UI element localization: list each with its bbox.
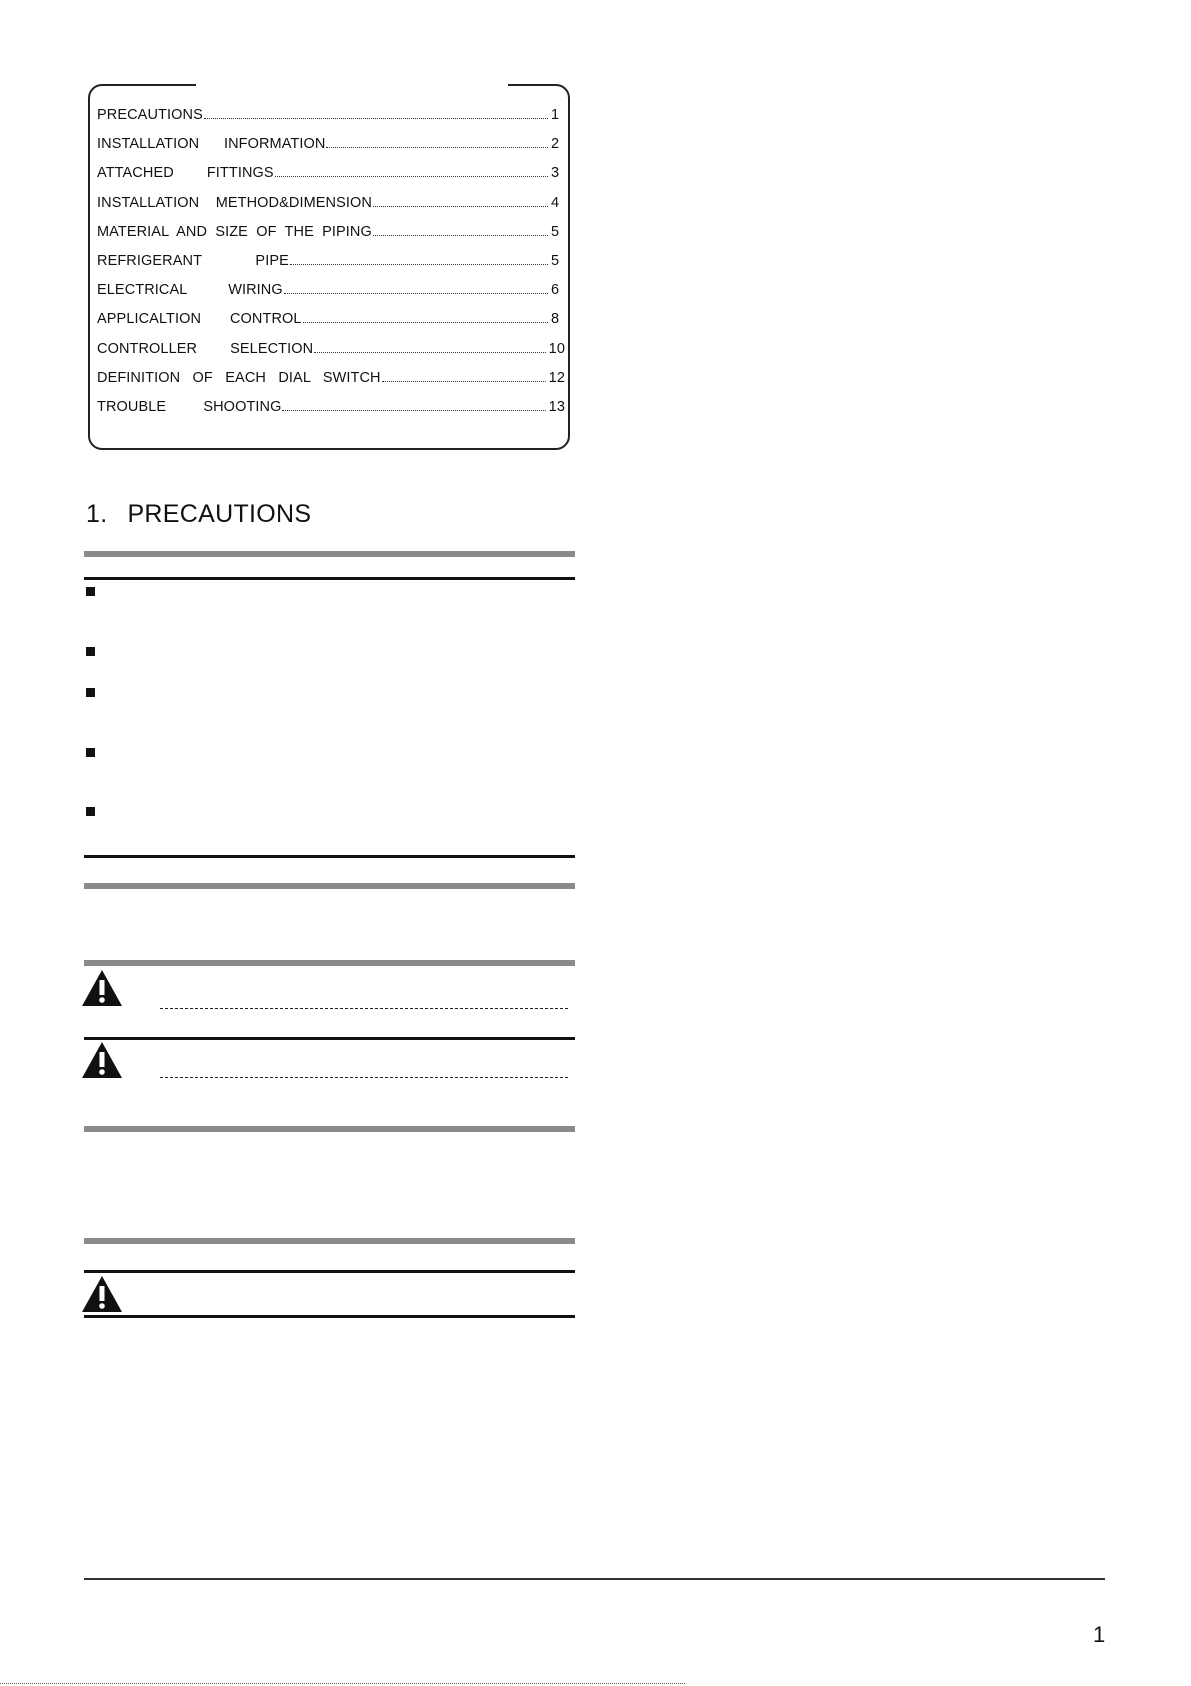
footer-rule xyxy=(84,1578,1105,1580)
bullet-square xyxy=(86,807,95,816)
toc-leader-dots xyxy=(282,409,545,411)
toc-entry-label: CONTROLLER SELECTION xyxy=(97,340,314,357)
toc-entry-page: 10 xyxy=(548,340,565,357)
toc-entry[interactable] xyxy=(97,282,565,311)
toc-entry-label: APPLICALTION CONTROL xyxy=(97,311,302,328)
divider-black xyxy=(84,1270,575,1273)
dashed-line xyxy=(160,1077,568,1078)
toc-entry[interactable] xyxy=(97,341,565,370)
toc-entry-page: 6 xyxy=(551,282,560,299)
toc-entry-label: MATERIAL AND SIZE OF THE PIPING xyxy=(97,223,372,240)
toc-entry-page: 4 xyxy=(551,194,560,211)
toc-entry[interactable] xyxy=(97,224,565,253)
divider-black xyxy=(84,1037,575,1040)
toc-entry-label: INSTALLATION METHOD&DIMENSION xyxy=(97,194,372,211)
toc-entry-label: REFRIGERANT PIPE xyxy=(97,252,289,269)
section-title: PRECAUTIONS xyxy=(127,500,312,528)
toc-entry-page: 13 xyxy=(548,398,565,415)
toc-leader-dots xyxy=(373,234,548,236)
toc-leader-dots xyxy=(373,205,548,207)
toc-entry-page: 2 xyxy=(551,136,560,153)
toc-entry[interactable] xyxy=(97,136,565,165)
toc-entry-page: 5 xyxy=(551,223,560,240)
divider-gray xyxy=(84,551,575,557)
toc-entry-page: 8 xyxy=(551,311,560,328)
toc-entry[interactable] xyxy=(97,399,565,428)
toc-leader-dots xyxy=(284,292,548,294)
page-number: 1 xyxy=(1093,1622,1106,1647)
toc-entry-label: DEFINITION OF EACH DIAL SWITCH xyxy=(97,369,381,386)
toc-entry-label: PRECAUTIONS xyxy=(97,107,203,123)
toc-leader-dots xyxy=(326,146,548,148)
toc-entry-page: 3 xyxy=(551,165,560,182)
divider-gray xyxy=(84,1238,575,1244)
toc-entry-label: INSTALLATION INFORMATION xyxy=(97,136,326,153)
toc-leader-dots xyxy=(275,175,548,177)
divider-black xyxy=(84,1315,575,1318)
section-number: 1. xyxy=(86,500,108,528)
toc-entry-label: TROUBLE SHOOTING xyxy=(97,398,282,415)
section-heading xyxy=(86,500,311,529)
caution-icon xyxy=(81,1041,123,1084)
bullet-square xyxy=(86,587,95,596)
toc-entry-label: ELECTRICAL WIRING xyxy=(97,282,283,299)
bullet-square xyxy=(86,647,95,656)
divider-black xyxy=(84,855,575,858)
toc-entry[interactable] xyxy=(97,165,565,194)
divider-gray xyxy=(84,883,575,889)
toc-leader-dots xyxy=(382,380,546,382)
toc-leader-dots xyxy=(290,263,548,265)
warning-icon xyxy=(81,969,123,1012)
toc-frame-gap xyxy=(196,80,508,88)
toc-entry[interactable] xyxy=(97,107,565,136)
toc-entry[interactable] xyxy=(97,311,565,340)
toc-entry-label: ATTACHED FITTINGS xyxy=(97,165,274,182)
toc-entry[interactable] xyxy=(97,253,565,282)
toc-entry-page: 12 xyxy=(548,369,565,386)
warning-icon xyxy=(81,1275,123,1318)
dashed-line xyxy=(160,1008,568,1009)
toc-entry[interactable] xyxy=(97,370,565,399)
table-of-contents xyxy=(97,107,565,428)
toc-entry-page: 1 xyxy=(551,107,560,123)
bullet-square xyxy=(86,748,95,757)
toc-leader-dots xyxy=(314,351,545,353)
divider-gray xyxy=(84,1126,575,1132)
divider-black xyxy=(84,577,575,580)
divider-gray xyxy=(84,960,575,966)
toc-entry[interactable] xyxy=(97,195,565,224)
bullet-square xyxy=(86,688,95,697)
toc-entry-page: 5 xyxy=(551,252,560,269)
toc-leader-dots xyxy=(303,321,548,323)
toc-leader-dots xyxy=(204,117,548,119)
